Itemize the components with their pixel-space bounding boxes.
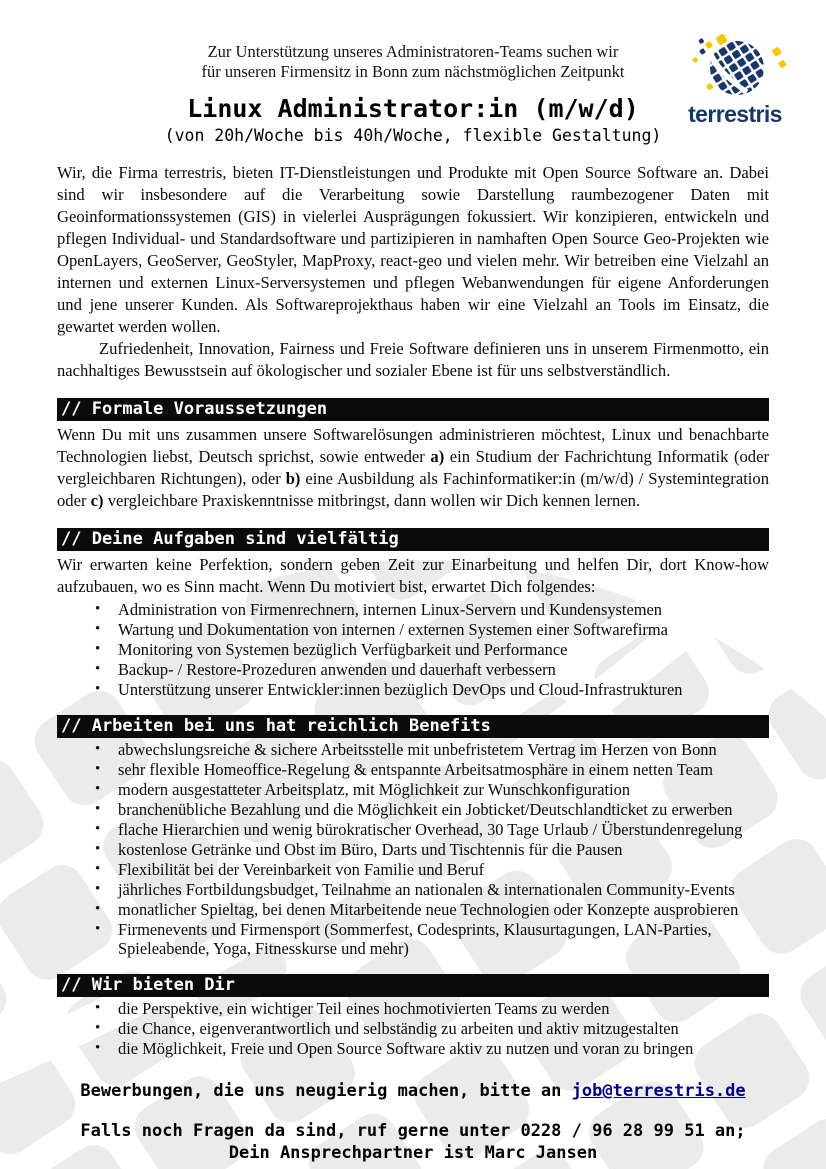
benefit-item: • jährliches Fortbildungsbudget, Teilnahme an nationalen & internationalen Community-Events <box>93 880 769 899</box>
benefit-item: • branchenübliche Bezahlung und die Möglichkeit ein Jobticket/Deutschlandticket zu erwerben <box>93 800 769 819</box>
section-header-offer: // Wir bieten Dir <box>57 974 769 997</box>
offer-item: • die Möglichkeit, Freie und Open Source Software aktiv zu nutzen und voran zu bringen <box>93 1039 769 1058</box>
offer-item: • die Perspektive, ein wichtiger Teil eines hochmotivierten Teams zu werden <box>93 999 769 1018</box>
section-header-requirements: // Formale Voraussetzungen <box>57 398 769 421</box>
benefit-item: • monatlicher Spieltag, bei denen Mitarbeitende neue Technologien oder Konzepte ausprobieren <box>93 900 769 919</box>
about-paragraph-2: Zufriedenheit, Innovation, Fairness und Freie Software definieren uns in unserem Firmenmotto, ein nachhaltiges Bewusstsein auf ökologischer und sozialer Ebene ist für uns selbstverständlich. <box>57 339 769 380</box>
requirements-part-2: ein Studium der Fachrichtung Informatik (oder vergleichbaren Richtungen), oder <box>57 447 769 488</box>
contact-block <box>57 1120 769 1164</box>
benefit-item: • Flexibilität bei der Vereinbarkeit von Familie und Beruf <box>93 860 769 879</box>
requirements-option-c: c) <box>90 491 104 510</box>
task-item: • Administration von Firmenrechnern, internen Linux-Servern und Kundensystemen <box>93 600 769 619</box>
requirements-part-1: Wenn Du mit uns zusammen unsere Softwarelösungen administrieren möchtest, Linux und benachbarte Technologien liebst, Deutsch sprichst, sowie entweder <box>57 425 769 466</box>
benefit-item: • flache Hierarchien und wenig bürokratischer Overhead, 30 Tage Urlaub / Überstundenregelung <box>93 820 769 839</box>
tasks-intro: Wir erwarten keine Perfektion, sondern geben Zeit zur Einarbeitung und helfen Dir, dort Know-how aufzubauen, wo es Sinn macht. Wenn Du motiviert bist, erwartet Dich folgendes: <box>57 555 769 596</box>
globe-icon <box>673 34 797 100</box>
task-item: • Unterstützung unserer Entwickler:innen bezüglich DevOps und Cloud-Infrastrukturen <box>93 680 769 699</box>
benefit-item: • kostenlose Getränke und Obst im Büro, Darts und Tischtennis für die Pausen <box>93 840 769 859</box>
intro-line-1: Zur Unterstützung unseres Administratoren-Teams suchen wir <box>207 42 619 61</box>
benefit-item: • sehr flexible Homeoffice-Regelung & entspannte Arbeitsatmosphäre in einem netten Team <box>93 760 769 779</box>
section-header-tasks: // Deine Aufgaben sind vielfältig <box>57 528 769 551</box>
offer-list <box>93 999 769 1058</box>
section-header-benefits: // Arbeiten bei uns hat reichlich Benefits <box>57 715 769 738</box>
page-subtitle: (von 20h/Woche bis 40h/Woche, flexible Gestaltung) <box>164 126 662 145</box>
intro-line-2: für unseren Firmensitz in Bonn zum nächstmöglichen Zeitpunkt <box>201 62 625 81</box>
benefit-item: • modern ausgestatteter Arbeitsplatz, mit Möglichkeit zur Wunschkonfiguration <box>93 780 769 799</box>
benefit-item: • Firmenevents und Firmensport (Sommerfest, Codesprints, Klausurtagungen, LAN-Parties, Spieleabende, Yoga, Fitnesskurse und mehr) <box>93 920 769 958</box>
apply-line <box>57 1080 769 1102</box>
benefits-list <box>93 740 769 958</box>
requirements-option-b: b) <box>285 469 301 488</box>
task-item: • Wartung und Dokumentation von internen / externen Systemen einer Softwarefirma <box>93 620 769 639</box>
phone-line: Falls noch Fragen da sind, ruf gerne unter 0228 / 96 28 99 51 an; <box>80 1121 746 1141</box>
about-paragraph-1: Wir, die Firma terrestris, bieten IT-Dienstleistungen und Produkte mit Open Source Software an. Dabei sind wir insbesondere auf die Verarbeitung sowie Darstellung raumbezogener Daten mit Geoinformationssystemen (GIS) in vielerlei Ausprägungen fokussiert. Wir konzipieren, entwickeln und pflegen Individual- und Standardsoftware und partizipieren in namhaften Open Source Geo-Projekten wie OpenLayers, GeoServer, GeoStyler, MapProxy, react-geo und vielen mehr. Wir betreiben eine Vielzahl an internen und externen Linux-Serversystemen und pflegen Webanwendungen für eigene Anforderungen und jene unserer Kunden. Als Softwareprojekthaus haben wir eine Vielzahl an Tools im Einsatz, die gewartet werden wollen. <box>57 163 769 336</box>
requirements-part-4: vergleichbare Praxiskenntnisse mitbringst, dann wollen wir Dich kennen lernen. <box>103 491 641 510</box>
benefit-item: • abwechslungsreiche & sichere Arbeitsstelle mit unbefristetem Vertrag im Herzen von Bonn <box>93 740 769 759</box>
requirements-part-3: eine Ausbildung als Fachinformatiker:in (m/w/d) / Systemintegration oder <box>57 469 770 510</box>
offer-item: • die Chance, eigenverantwortlich und selbständig zu arbeiten und aktiv mitzugestalten <box>93 1019 769 1038</box>
intro-text <box>57 42 769 82</box>
logo-wordmark: terrestris <box>688 101 782 127</box>
requirements-text <box>57 424 769 512</box>
email-link[interactable]: job@terrestris.de <box>571 1081 746 1101</box>
page-title: Linux Administrator:in (m/w/d) <box>187 94 639 123</box>
requirements-option-a: a) <box>430 447 445 466</box>
task-item: • Monitoring von Systemen bezüglich Verfügbarkeit und Performance <box>93 640 769 659</box>
contact-person-line: Dein Ansprechpartner ist Marc Jansen <box>228 1143 598 1163</box>
apply-prefix: Bewerbungen, die uns neugierig machen, bitte an <box>80 1081 572 1101</box>
terrestris-logo <box>673 34 797 128</box>
task-item: • Backup- / Restore-Prozeduren anwenden und dauerhaft verbessern <box>93 660 769 679</box>
tasks-list <box>93 600 769 699</box>
